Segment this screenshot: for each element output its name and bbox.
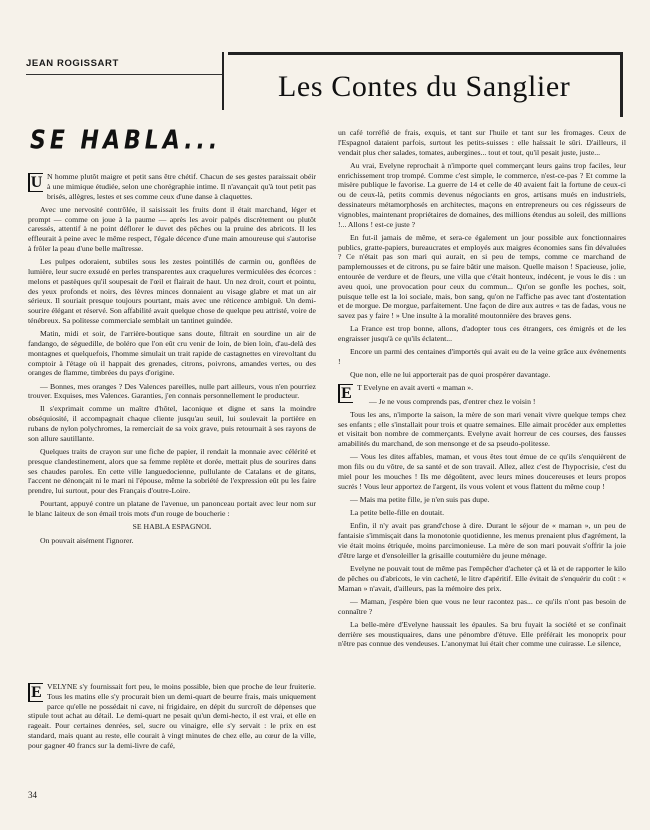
paragraph: — Mais ma petite fille, je n'en suis pas dupe. [350, 495, 490, 504]
paragraph: — Vous les dites affables, maman, et vous êtes tout émue de ce qu'ils s'enquièrent de mon fils ou du vôtre, de sa santé et de son travail. Allez, allez c'est de l'hypocrisie, c'est du miel pour les mouches ! Ils me dégoûtent, avec leurs mines doucereuses et leurs propos sucrés ! Vous leur apportez de l'argent, ils vous volent et vous flattent du même coup ! [338, 452, 626, 491]
paragraph: — Bonnes, mes oranges ? Des Valences pareilles, nulle part ailleurs, vous n'en pourriez trouver. Exquises, mes Valences. Garanties, j'en connais personnellement le producteur. [28, 381, 316, 401]
drop-cap: E [338, 384, 353, 403]
paragraph: En fut-il jamais de même, et sera-ce également un jour possible aux fonctionnaires publics, gratte-papiers, bureaucrates et employés aux maigres économies sans fin dévaluées ? Ce n'était pas son mari qui aurait, en si peu de temps, comme ce marchand de pamplemousses et de citrons, pu se faire bâtir une maison. Quelle maison ! Spacieuse, jolie, entourée de verdure et de fleurs, une villa que c'était honteux, indécent, je vous le dis : un aveu quoi, une provocation pour ceux du commun... Qu'on se gonfle les poches, soit, puisque telle est la loi sociale, mais, bon sang, qu'on ne l'affiche pas avec tant d'ostentation et de morgue. De morgue, parfaitement. Une façon de dire aux autres « tas de fadas, vous ne savez pas y faire ! » Une insulte à la moralité moutonnière des braves gens. [338, 232, 626, 321]
paragraph: U N homme plutôt maigre et petit sans être chétif. Chacun de ses gestes paraissait obéir à une mimique étudiée, selon une chorégraphie intime. Il n'avançait qu'à tout petit pas brisés, allègres, lestes et ses comme ceux d'une danse à claquettes. [28, 172, 316, 201]
paragraph: — Maman, j'espère bien que vous ne leur racontez pas... ce qu'ils n'ont pas besoin de connaître ? [338, 596, 626, 616]
paragraph: Au vrai, Evelyne reprochait à n'importe quel commerçant leurs gains trop faciles, leur enrichissement trop trompé. Comme c'est simple, le commerce, n'est-ce-pas ? Et comme la misère publique le favorise. La guerre de 14 et celle de 40 avaient fait la fortune de ceux-ci ou de ceux-là, petits commis devenus négociants en gros, artisans mués en industriels, dessinateurs métamorphosés en architectes, maçons en entrepreneurs ou ces régisseurs de vignobles, maintenant propriétaires de domaines, des millions étendus au soleil, des millions !... Allons ! est-ce juste ? [338, 160, 626, 229]
left-column-upper [28, 172, 316, 549]
paragraph: Les pulpes odoraient, subtiles sous les zestes pointillés de carmin ou, gonflées de lumière, leur sucre exsudé en perles transparentes aux craquelures vermiculées des écorces : melons et pastèques qu'il soupesait de l'œil et flairait de haut. Un nez droit, court et pointu, des yeux profonds et noirs, des lèvres minces donnaient au visage glabre et mat un air sérieux. Il souriait presque toujours pourtant, mais avec une réticence ambiguë. Un demi-sourire élégant et réservé. Son affabilité avait quelque chose de quelque peu attristé, voire de ténébreux. Sa politesse commerciale semblait un tantinet guindée. [28, 257, 316, 325]
paragraph: un café torréfié de frais, exquis, et tant sur l'huile et tant sur les fromages. Ceux de l'Espagnol dataient parfois, surtout les petits-suisses : elle haïssait le sûri. D'ailleurs, il vendait plus cher salades, tomates, aubergines... tout et tout, qu'il pesait juste, juste... [338, 128, 626, 157]
paragraph: Quelques traits de crayon sur une fiche de papier, il rendait la monnaie avec célérité et presque clandestinement, alors que sa femme replète et dorée, mettait plus de sourires dans ses chaudes paroles. En cette ville languedocienne, pullulante de Catalans et de gitans, l'accent ne dénonçait ni le mari ni l'épouse, même la sobriété de l'expression eût pu les faire prendre, lui surtout, pour des Français d'outre-Loire. [28, 447, 316, 496]
paragraph: La belle-mère d'Evelyne haussait les épaules. Sa bru fuyait la société et se confinait derrière ses moustiquaires, dans une pénombre d'étuve. Elle préférait les monoprix pour n'être pas connue des vendeuses. L'anonymat lui était cher comme une cuirasse. Le silence, [338, 619, 626, 649]
left-column-lower [28, 682, 316, 754]
drop-cap: U [28, 173, 43, 192]
paragraph: Enfin, il n'y avait pas grand'chose à dire. Durant le séjour de « maman », un peu de fantaisie s'immisçait dans la monotonie quotidienne, les menus prenaient plus d'agrément, la vie était moins étriquée, moins parcimonieuse. La mère de son mari pouvait s'offrir la joie d'être large et d'ensoleiller la grisaille coutumière du jeune ménage. [338, 521, 626, 560]
paragraph: La France est trop bonne, allons, d'adopter tous ces étrangers, ces émigrés et de les engraisser jusqu'à ce qu'ils éclatent... [338, 324, 626, 344]
paragraph: La petite belle-fille en doutait. [350, 508, 445, 518]
paragraph: — Je ne vous comprends pas, d'entrer chez le voisin ! [369, 396, 536, 406]
paragraph: Tous les ans, n'importe la saison, la mère de son mari venait vivre quelque temps chez ses enfants ; elle s'installait pour trois et quatre semaines. Elle aimait procéder aux emplettes et visitait bon nombre de commerçants. Evelyne avait horreur de ces courses, des fausses amabilités du marchand, de son mensonge et de sa pseudo-politesse. [338, 409, 626, 449]
paragraph: E T Evelyne en avait averti « maman ». [338, 383, 626, 393]
paragraph: Evelyne ne pouvait tout de même pas l'empêcher d'acheter çà et là et de rapporter le kilo de pêches ou d'abricots, le vin cacheté, le litre d'apéritif. Elle évitait de s'enquérir du coût : « Maman » n'avait, d'ailleurs, pas la mémoire des prix. [338, 563, 626, 593]
paragraph: Avec une nervosité contrôlée, il saisissait les fruits dont il était marchand, léger et prompt — comme on joue à la paume — après les avoir palpés discrètement ou plutôt caressés, attentif à ne point déflorer le duvet des pêches ou la pruine des abricots. Il les effleurait à peine avec le même respect, l'égale décence d'une main amoureuse qui s'autorise à frôler la peau d'une belle maîtresse. [28, 204, 316, 253]
paragraph: Matin, midi et soir, de l'arrière-boutique sans doute, filtrait en sourdine un air de fandango, de séguedille, de boléro que l'on eût cru venir de loin, de bien loin, d'au-delà des montagnes et quelquefois, l'homme simulait un trait rapide de castagnettes en virevoltant du comptoir à l'étage où il happait des grenades, citrons, poivrons, amandes vertes, ou des oranges de flamme, timbrées du pays d'origine. [28, 329, 316, 378]
author-name: JEAN ROGISSART [26, 58, 119, 69]
sign-text: SE HABLA ESPAGNOL [132, 522, 212, 532]
page-number: 34 [28, 790, 37, 800]
paragraph: Encore un parmi des centaines d'importés qui avait eu de la veine grâce aux événements ! [338, 347, 626, 367]
paragraph: Pourtant, appuyé contre un platane de l'avenue, un panonceau portait avec leur nom sur le blanc laiteux de son émail trois mots d'un rouge de boucherie : [28, 499, 316, 519]
right-column [338, 128, 626, 653]
paragraph: On pouvait aisément l'ignorer. [40, 535, 134, 545]
drop-cap: E [28, 683, 43, 702]
series-title: Les Contes du Sanglier [278, 70, 571, 103]
story-title: SE HABLA... [30, 126, 222, 156]
paragraph: Que non, elle ne lui apporterait pas de quoi prospérer davantage. [350, 370, 551, 380]
paragraph: E VELYNE s'y fournissait fort peu, le moins possible, bien que proche de leur fruiterie. Tous les matins elle s'y procurait bien un demi-quart de beurre frais, mais uniquement parce qu'elle ne possédait ni cave, ni frigidaire, en dépit du surcroît de dépenses que stipule tout achat au détail. Le demi-quart ne pesait qu'un demi-hecto, il est vrai, et elle en rageait. Pour certaines denrées, sel, sucre ou vinaigre, elle s'y servait : le prix en est standard, mais quant au reste, elle courait à vingt minutes de chez elle, au cœur de la ville, pour gagner 40 francs sur la demi-livre de café, [28, 682, 316, 750]
header-rule [26, 74, 222, 75]
paragraph: Il s'exprimait comme un maître d'hôtel, laconique et digne et sans la moindre obséquiosité, il accompagnait chaque cliente jusqu'au seuil, lui soulevait la portière en rubans de nylon polychromes, la remerciait de sa voix grave, puis retournait à ses rayons de son allure sautillante. [28, 404, 316, 443]
